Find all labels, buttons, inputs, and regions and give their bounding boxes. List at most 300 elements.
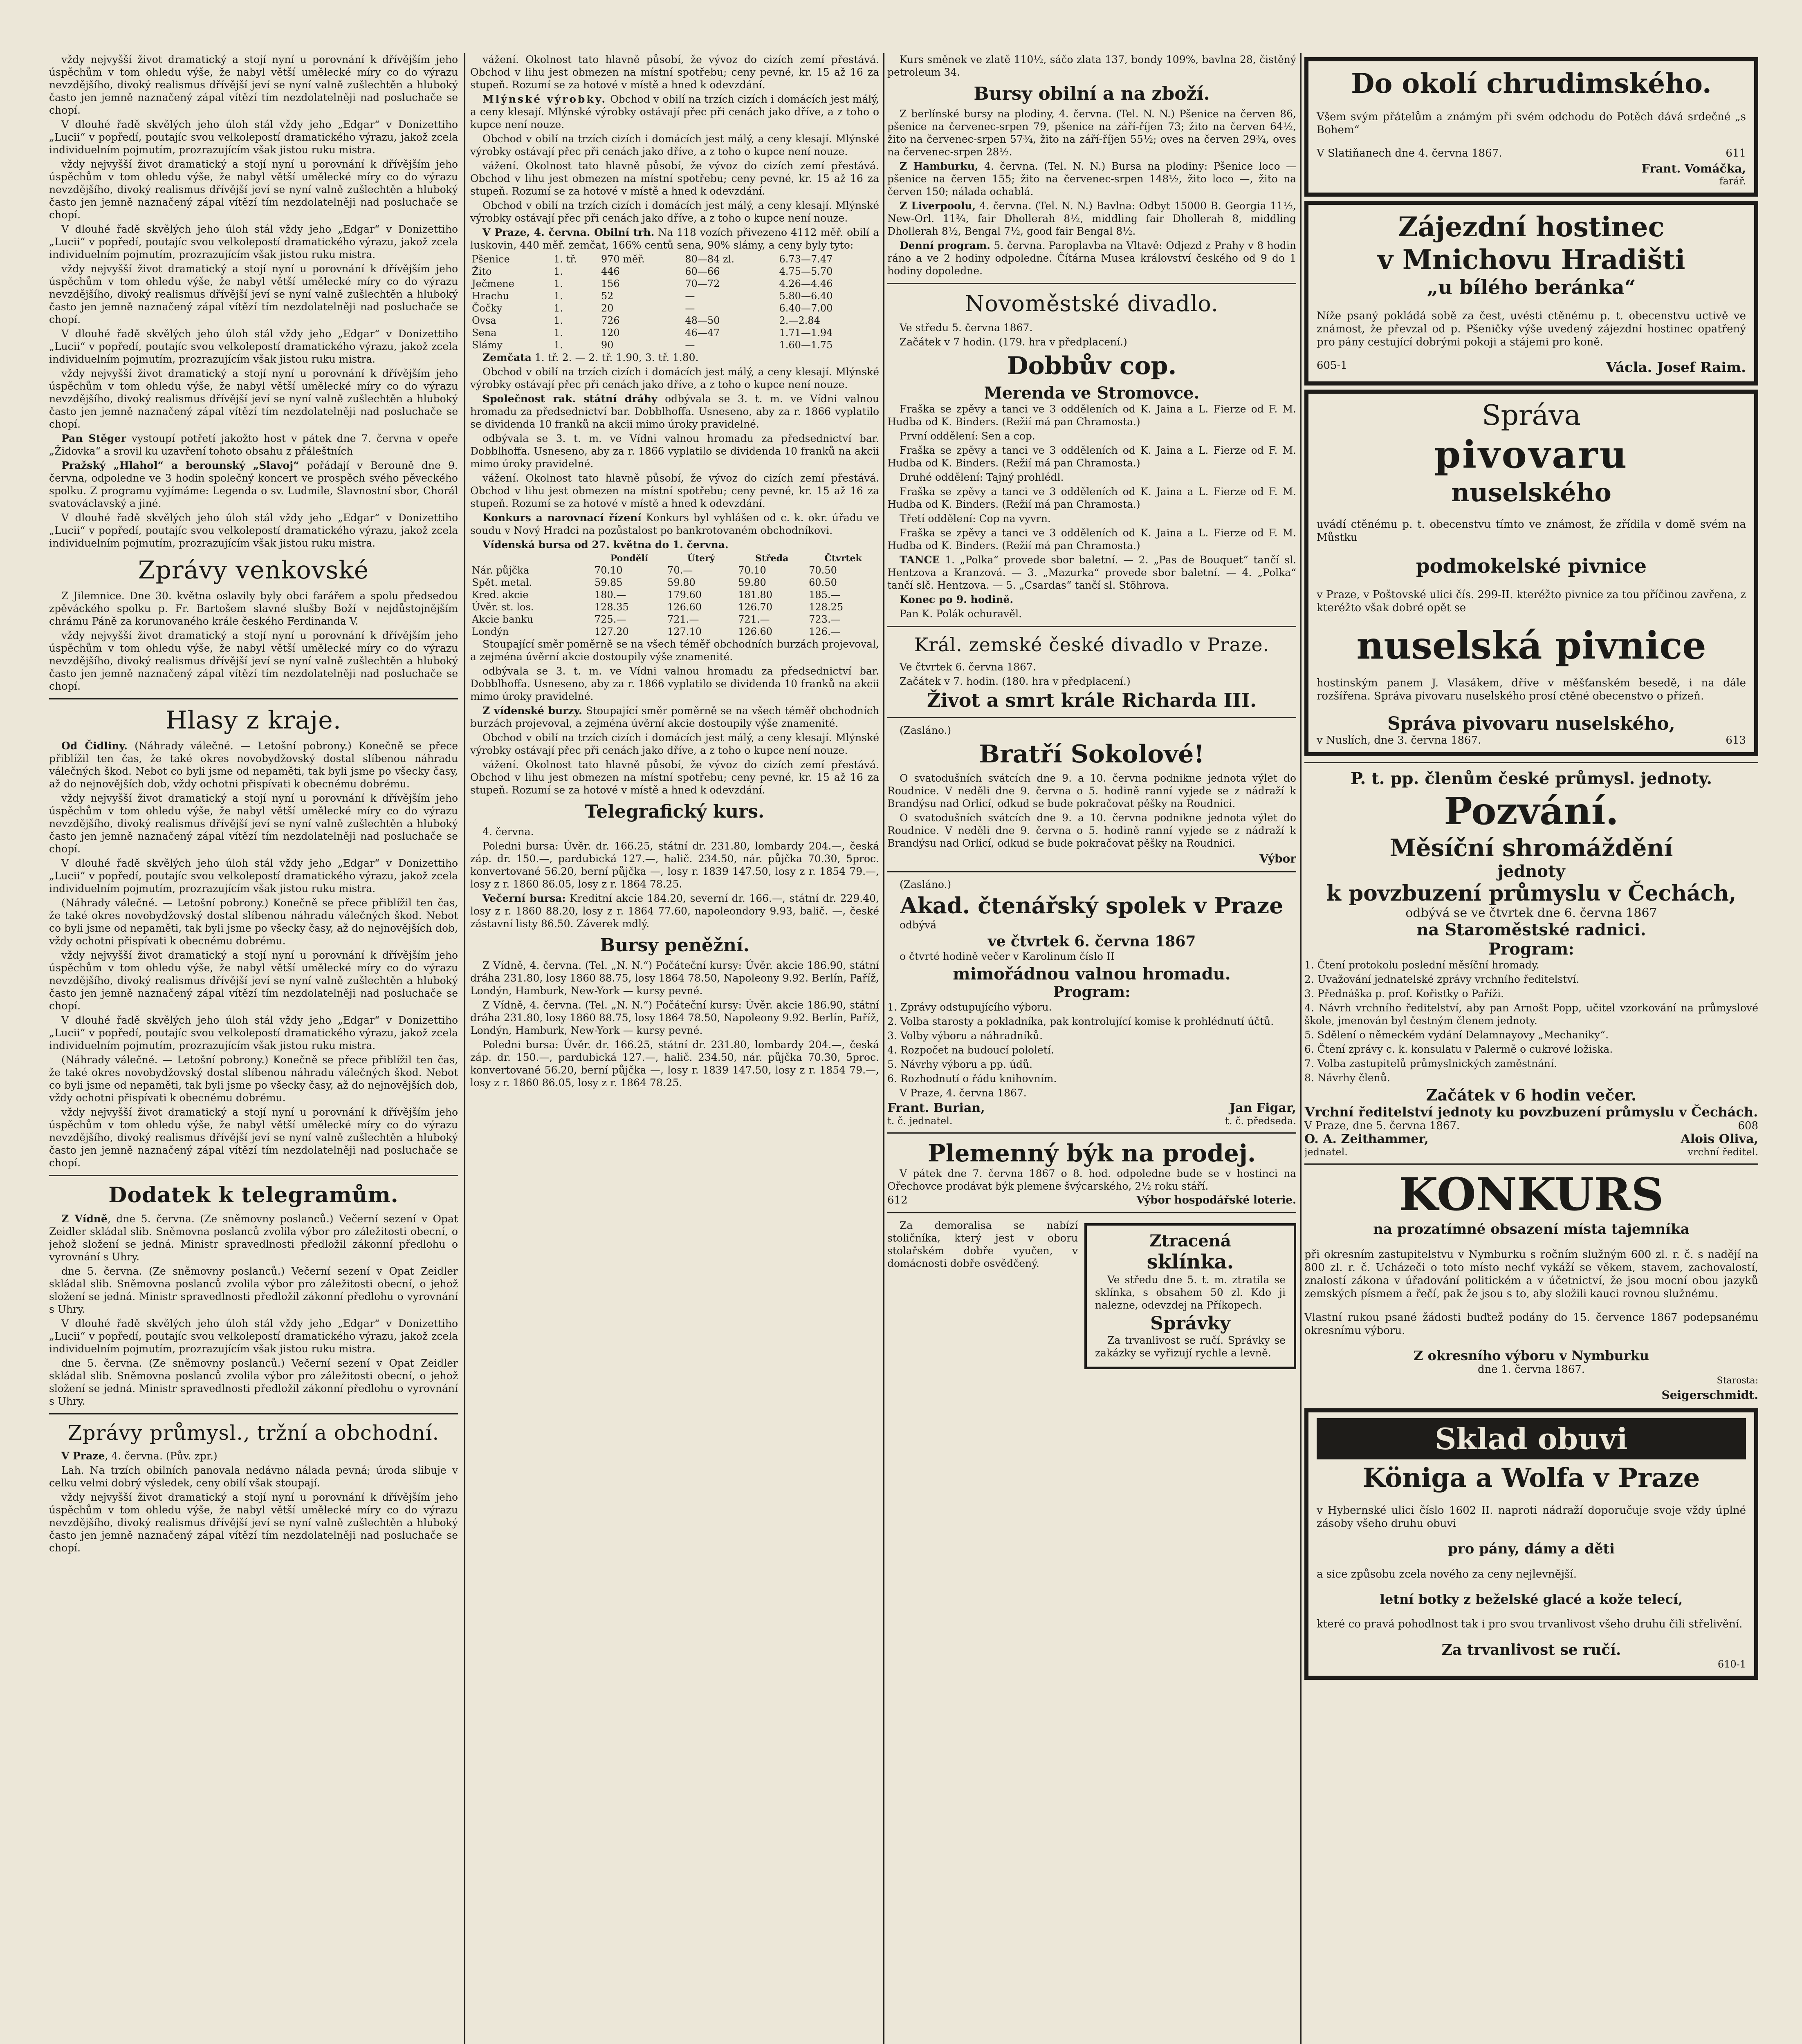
table-cell: 126.60 <box>667 601 702 613</box>
theatre-act-2: Druhé oddělení: Tajný prohlédl. <box>900 471 1064 483</box>
reading-note: (Zasláno.) <box>900 879 951 890</box>
table-row <box>470 601 879 613</box>
chrudim-title: Do okolí chrudimského. <box>1351 67 1712 99</box>
lost-heading: Ztracená <box>1149 1231 1231 1251</box>
lost-title: sklínka. <box>1147 1251 1234 1273</box>
table-cell: Úvěr. st. los. <box>472 601 534 613</box>
grain-text: Z berlínské bursy na plodiny, 4. června. (Tel. N. N.) Pšenice na červen 86, pšenice na červenec-srpen 79, pšenice na září-říjen 73; žito na červen 64½, žito na červenec-srpen 57¾, žito na září-říjen 55½; oves na červen 29¾, oves na červenec-srpen 28½. <box>887 108 1296 158</box>
table-cell: 181.80 <box>738 589 773 601</box>
bull-sign: Výbor hospodářské loterie. <box>1136 1194 1296 1206</box>
article-paragraph: vždy nejvyšší život dramatický a stojí nyní u porovnání k dřívějším jeho úspěchům v tom ohledu výše, že nabyl větší umělecké míry co do výrazu nevzdějšího, divoký realismus dřívější jeví se nyní valně zušlechtěn a hluboký často jen jemně naznačený zápal vítězí tím nezdolatelněji nad posluchače se chopí. <box>49 158 458 221</box>
reading-sign-1: Frant. Burian, <box>887 1101 985 1115</box>
article-paragraph: vždy nejvyšší život dramatický a stojí nyní u porovnání k dřívějším jeho úspěchům v tom ohledu výše, že nabyl větší umělecké míry co do výrazu nevzdějšího, divoký realismus dřívější jeví se nyní valně zušlechtěn a hluboký často jen jemně naznačený zápal vítězí tím nezdolatelněji nad posluchače se chopí. <box>49 368 458 430</box>
telegraph-date: 4. června. <box>482 826 534 838</box>
sokol-note: (Zasláno.) <box>900 724 951 736</box>
table-cell: — <box>685 303 695 314</box>
table-row <box>470 253 879 265</box>
table-row <box>470 339 879 351</box>
list-item: 1. Čtení protokolu poslední měsíční hromady. <box>1304 959 1539 971</box>
article-paragraph: vždy nejvyšší život dramatický a stojí nyní u porovnání k dřívějším jeho úspěchům v tom ohledu výše, že nabyl větší umělecké míry co do výrazu nevzdějšího, divoký realismus dřívější jeví se nyní valně zušlechtěn a hluboký často jen jemně naznačený zápal vítězí tím nezdolatelněji nad posluchače se chopí. <box>49 792 458 855</box>
table-cell: 1. <box>554 339 563 351</box>
shoe-text: v Hybernské ulici číslo 1602 II. naproti nádraží doporučuje svoje vždy úplné zásoby všeho druhu obuvi <box>1317 1504 1746 1530</box>
report-heading: Denní program. <box>900 240 990 251</box>
section-title-provincial: Zprávy venkovské <box>138 556 369 585</box>
brew-title-2: pivovaru <box>1434 433 1629 477</box>
table-cell: 1. <box>554 290 563 302</box>
telegraph-text: Poledni bursa: Úvěr. dr. 166.25, státní dr. 231.80, lombardy 204.—, česká záp. dr. 150.—, pardubická 127.—, halič. 234.50, nár. půjčka 70.30, 5proc. konvertované 56.20, berní půjčka —, losy r. 1839 147.50, losy z r. 1854 79.—, losy z r. 1860 86.05, losy z r. 1864 78.25. <box>470 840 879 890</box>
brew-date-row <box>1317 734 1746 746</box>
table-cell: 725.— <box>594 614 626 625</box>
chrudim-text: Všem svým přátelům a známým při svém odchodu do Potěch dává srdečné „s Bohem“ <box>1317 111 1746 136</box>
divider <box>887 1212 1296 1213</box>
table-cell: 70—72 <box>685 278 720 289</box>
vienna-bourse-table <box>470 553 879 638</box>
table-cell: 127.10 <box>667 626 702 637</box>
article-paragraph: V dlouhé řadě skvělých jeho úloh stál vždy jeho „Edgar“ v Donizettiho „Lucii“ v popředí, poutajíc svou velkolepostí dramatického výrazu, jakož zcela individuelním pojmutím, prozrazujícím však jistou ruku mistra. <box>49 1014 458 1051</box>
inn-title-3: „u bílého beránka“ <box>1427 276 1636 299</box>
list-item: 4. Rozpočet na budoucí pololetí. <box>887 1044 1054 1056</box>
regions-text: (Náhrady válečné. — Letošní pobrony.) Konečně se přece přiblížil ten čas, že také okres novobydžovský dostal slíbenou náhradu válečných škod. Nebot co byli jsme od nepaměti, tak byli jsme po všecky časy, až do nejnovějších dob, vždy ochotni přispívati k obecnému dobrému. <box>49 740 458 790</box>
table-cell: 70.— <box>667 565 693 576</box>
article-paragraph: Fraška se zpěvy a tanci ve 3 odděleních od K. Jaina a L. Fierze od F. M. Hudba od K. Binders. (Režií má pan Chramosta.) <box>887 444 1296 469</box>
table-cell: Čočky <box>472 303 503 314</box>
sokol-sign: Výbor <box>1259 852 1296 865</box>
telegram-place: Z Vídně <box>61 1213 108 1225</box>
chrudim-role: farář. <box>1719 175 1746 187</box>
article-paragraph: V dlouhé řadě skvělých jeho úloh stál vždy jeho „Edgar“ v Donizettiho „Lucii“ v popředí, poutajíc svou velkolepostí dramatického výrazu, jakož zcela individuelním pojmutím, prozrazujícím však jistou ruku mistra. <box>49 223 458 260</box>
chrudim-place-row <box>1317 147 1746 159</box>
theatre-act-1: První oddělení: Sen a cop. <box>900 430 1035 442</box>
table-header <box>470 553 593 564</box>
invite-date: V Praze, dne 5. června 1867. <box>1304 1120 1460 1132</box>
shoe-text-3: které co pravá pohodlnost tak i pro svou trvanlivost všeho druhu čili střelivění. <box>1317 1618 1743 1630</box>
table-cell: Sena <box>472 327 497 338</box>
article-paragraph: dne 5. června. (Ze sněmovny poslanců.) Večerní sezení v Opat Zeidler skládal slib. Sněmovna poslanců zvolila výbor pro záležitosti obecní, o jehož složení se jedná. Ministr spravedlnosti předložil zákonní předlohu o vyrovnání s Uhry. <box>49 1265 458 1315</box>
shoe-title-2: Königa a Wolfa v Praze <box>1362 1463 1700 1493</box>
reading-event: mimořádnou valnou hromadu. <box>953 964 1231 984</box>
shoe-bold-1: pro pány, <box>1447 1541 1519 1557</box>
bull-num: 612 <box>887 1194 908 1206</box>
evening-heading: Večerní bursa: <box>482 892 566 904</box>
column-2 <box>470 53 879 2044</box>
invite-role-2: vrchní ředitel. <box>1688 1146 1758 1158</box>
table-cell: 48—50 <box>685 315 720 326</box>
provincial-text: Z Jilemnice. Dne 30. května oslavily byly obci farářem a spolu předsedou zpěváckého spolku p. Fr. Bartošem slavné slušby Boží v nejdůstojnějším chrámu Páně za korunovaného krále českého Ferdinanda V. <box>49 590 458 627</box>
table-cell: 723.— <box>809 614 841 625</box>
choir-text: pořádají v Berouně dne 9. června, odpoledne ve 3 hodin společný koncert ve prospěch svého pěveckého spolku. Z programu vyjímáme: Legenda o sv. Ludmile, Slavnostní sbor, Chorál svatováclavský a jiné. <box>49 459 458 509</box>
table-cell: Kred. akcie <box>472 589 529 601</box>
industry-date: 4. června. (Pův. zpr.) <box>111 1450 218 1462</box>
table-cell: Ječmene <box>472 278 514 289</box>
table-cell: 6.73—7.47 <box>779 253 833 265</box>
divider <box>1304 762 1758 763</box>
sokol-text: O svatodušních svátcích dne 9. a 10. června podnikne jednota výlet do Roudnice. V neděli dne 9. června o 5. hodině ranní vyjede se z nádraží k Brandýsu nad Orlicí, odkud se bude pokračovat pěšky na Roudnici. <box>887 772 1296 809</box>
inn-title-2: v Mnichovu Hradišti <box>1377 244 1685 276</box>
theatre-start: Začátek v 7 hodin. <box>900 336 996 348</box>
theatre-title: Dobbův cop. <box>1007 352 1177 380</box>
theatre-subtitle: Merenda ve Stromovce. <box>984 383 1200 403</box>
list-item: 7. Volba zastupitelů průmyslnických zaměstnání. <box>1304 1058 1557 1069</box>
vienna-heading: Vídenská bursa od 27. května do 1. června. <box>482 539 729 551</box>
section-title-industry: Zprávy průmysl., tržní a obchodní. <box>67 1421 440 1445</box>
dance-label: TANCE <box>900 554 940 566</box>
article-paragraph: Obchod v obilí na trzích cizích i domácích jest málý, a ceny klesají. Mlýnské výrobky ostávají přec při cenách jako dříve, a z toho o kupce není nouze. <box>470 199 879 224</box>
article-paragraph: Poledni bursa: Úvěr. dr. 166.25, státní dr. 231.80, lombardy 204.—, česká záp. dr. 150.—, pardubická 127.—, halič. 234.50, nár. půjčka 70.30, 5proc. konvertované 56.20, berní půjčka —, losy r. 1839 147.50, losy z r. 1854 79.—, losy z r. 1860 86.05, losy z r. 1864 78.25. <box>470 1039 879 1089</box>
article-paragraph: vždy nejvyšší život dramatický a stojí nyní u porovnání k dřívějším jeho úspěchům v tom ohledu výše, že nabyl větší umělecké míry co do výrazu nevzdějšího, divoký realismus dřívější jeví se nyní valně zušlechtěn a hluboký často jen jemně naznačený zápal vítězí tím nezdolatelněji nad posluchače se chopí. <box>49 1491 458 1554</box>
inn-num: 605-1 <box>1317 359 1347 372</box>
royal-perf: (180. hra v předplacení.) <box>1002 675 1131 687</box>
divider <box>49 1175 458 1176</box>
table-cell: 726 <box>601 315 620 326</box>
table-cell: 4.75—5.70 <box>779 266 833 277</box>
royal-theatre-heading: Král. zemské české divadlo v Praze. <box>914 634 1270 656</box>
article-paragraph: vážení. Okolnost tato hlavně působí, že vývoz do cizích zemí přestává. Obchod v lihu jest obmezen na místní spotřebu; ceny pevné, kr. 15 až 16 za stupeň. Rozumí se za hotové v místě a hned k odevzdání. <box>470 759 879 796</box>
table-header: Úterý <box>687 553 715 564</box>
table-cell: 59.85 <box>594 577 623 588</box>
regions-place: Od Čidliny. <box>61 740 128 752</box>
table-cell: 70.10 <box>738 565 766 576</box>
reading-date: ve čtvrtek 6. června 1867 <box>987 933 1196 950</box>
table-header: Středa <box>755 553 789 564</box>
theatre-act-3: Třetí oddělení: Cop na vyvrn. <box>900 513 1051 524</box>
table-cell: Akcie banku <box>472 614 533 625</box>
table-cell: 126.60 <box>738 626 773 637</box>
grain-heading: Bursy obilní a na zboží. <box>974 83 1210 104</box>
bridge-heading: Zemčata <box>482 352 532 363</box>
table-cell: 156 <box>601 278 620 289</box>
section-title-regions: Hlasy z kraje. <box>166 706 341 735</box>
invite-sub-2: jednoty <box>1497 862 1565 881</box>
list-item: 1. Zprávy odstupujícího výboru. <box>887 1001 1052 1013</box>
table-cell: 1.71—1.94 <box>779 327 833 338</box>
table-cell: 127.20 <box>594 626 629 637</box>
article-paragraph: Kurs směnek ve zlatě 110½, sáčo zlata 137, bondy 109%, bavlna 28, čistěný petroleum 34. <box>887 54 1296 78</box>
table-row <box>470 302 879 314</box>
reading-role-2: t. č. předseda. <box>1225 1115 1296 1127</box>
column-rule <box>464 53 465 2044</box>
reading-place: o čtvrté hodině večer v Karolinum číslo II <box>900 950 1115 962</box>
article-paragraph: V dlouhé řadě skvělých jeho úloh stál vždy jeho „Edgar“ v Donizettiho „Lucii“ v popředí, poutajíc svou velkolepostí dramatického výrazu, jakož zcela individuelním pojmutím, prozrazujícím však jistou ruku mistra. <box>49 328 458 365</box>
table-cell: 721.— <box>667 614 699 625</box>
table-cell: — <box>685 290 695 302</box>
chrudim-sign: Frant. Vomáčka, <box>1641 162 1746 175</box>
article-paragraph: Fraška se zpěvy a tanci ve 3 odděleních od K. Jaina a L. Fierze od F. M. Hudba od K. Binders. (Režií má pan Chramosta.) <box>887 527 1296 551</box>
invite-sub-3: k povzbuzení průmyslu v Čechách, <box>1326 881 1737 906</box>
divider <box>49 1413 458 1414</box>
table-cell: 185.— <box>809 589 841 601</box>
invite-sign-1: O. A. Zeithammer, <box>1304 1132 1429 1146</box>
invite-date-row <box>1304 1120 1758 1132</box>
theatre-cashier: Pan K. Polák ochuravěl. <box>900 608 1022 620</box>
table-row <box>470 564 879 576</box>
state-heading: Z vídenské burzy. <box>482 705 582 717</box>
article-paragraph: odbývala se 3. t. m. ve Vídni valnou hromadu za předsednictví bar. Dobblhoffa. Usneseno, aby za r. 1866 vyplatilo se dividenda 10 franků na akcii mimo úroky pravidelné. <box>470 665 879 702</box>
table-cell: 1. <box>554 266 563 277</box>
article-paragraph: Fraška se zpěvy a tanci ve 3 odděleních od K. Jaina a L. Fierze od F. M. Hudba od K. Binders. (Režií má pan Chramosta.) <box>887 486 1296 510</box>
article-paragraph: vždy nejvyšší život dramatický a stojí nyní u porovnání k dřívějším jeho úspěchům v tom ohledu výše, že nabyl větší umělecké míry co do výrazu nevzdějšího, divoký realismus dřívější jeví se nyní valně zušlechtěn a hluboký často jen jemně naznačený zápal vítězí tím nezdolatelněji nad posluchače se chopí. <box>49 1106 458 1169</box>
invite-program-list <box>1304 959 1758 1084</box>
table-cell: Slámy <box>472 339 503 351</box>
choir-heading: Pražský „Hlahol“ a berounský „Slavoj“ <box>61 459 299 471</box>
theatre-date: Ve středu 5. června 1867. <box>900 322 1033 334</box>
market-heading: V Praze, 4. června. Obilní trh. <box>482 226 655 238</box>
list-item: 5. Návrhy výboru a pp. údů. <box>887 1058 1033 1070</box>
competition-heading: Konkurs a narovnací řízení <box>482 512 642 524</box>
divider <box>887 283 1296 284</box>
konkurs-sub: na prozatímné obsazení místa tajemníka <box>1373 1221 1690 1237</box>
table-cell: 46—47 <box>685 327 720 338</box>
konkurs-role: Starosta: <box>1717 1376 1758 1386</box>
table-cell: 1. <box>554 303 563 314</box>
table-cell: 5.80—6.40 <box>779 290 833 302</box>
divider <box>887 1132 1296 1134</box>
table-row <box>470 613 879 625</box>
hamburg-text: 4. června. (Tel. N. N.) Bursa na plodiny: Pšenice loco — pšenice na červen 155; žito na červenec-srpen 148½, žito loco —, žito na červen 150; nálada ochablá. <box>887 160 1296 197</box>
list-item: 2. Volba starosty a pokladníka, pak kontrolující komise k prohlédnutí účtů. <box>887 1015 1274 1027</box>
money-text: Z Vídně, 4. června. (Tel. „N. N.“) Počáteční kursy: Úvěr. akcie 186.90, státní dráha 231.80, losy 1860 88.75, losy 1864 78.50, Napoleony 9.92. Berlín, Paříž, Londýn, Hamburk, New-York — kursy pevné. <box>470 959 879 997</box>
chrudim-num: 611 <box>1726 147 1746 159</box>
table-cell: 4.26—4.46 <box>779 278 833 289</box>
divider <box>49 698 458 699</box>
brew-title-5: nuselská pivnice <box>1356 623 1706 668</box>
reading-heading: Akad. čtenářský spolek v Praze <box>900 892 1284 919</box>
table-cell: 60—66 <box>685 266 720 277</box>
table-cell: 721.— <box>738 614 770 625</box>
divider <box>1304 1163 1758 1165</box>
theatre-perf: (179. hra v předplacení.) <box>999 336 1127 348</box>
table-cell: 970 měř. <box>601 253 645 265</box>
reading-program: Program: <box>1053 984 1131 1001</box>
theatre-heading: Novoměstské divadlo. <box>965 291 1219 316</box>
konkurs-place: Z okresního výboru v Nymburku <box>1414 1348 1649 1363</box>
table-cell: 180.— <box>594 589 626 601</box>
table-cell: 1. <box>554 327 563 338</box>
article-paragraph: vážení. Okolnost tato hlavně působí, že vývoz do cizích zemí přestává. Obchod v lihu jest obmezen na místní spotřebu; ceny pevné, kr. 15 až 16 za stupeň. Rozumí se za hotové v místě a hned k odevzdání. <box>470 472 879 509</box>
table-cell: 90 <box>601 339 614 351</box>
bull-heading: Plemenný býk na prodej. <box>927 1139 1256 1167</box>
invite-signatures <box>1304 1132 1758 1146</box>
list-item: 3. Přednáška p. prof. Kořistky o Paříži. <box>1304 988 1504 1000</box>
article-paragraph: V dlouhé řadě skvělých jeho úloh stál vždy jeho „Edgar“ v Donizettiho „Lucii“ v popředí, poutajíc svou velkolepostí dramatického výrazu, jakož zcela individuelním pojmutím, prozrazujícím však jistou ruku mistra. <box>49 512 458 549</box>
table-cell: — <box>685 339 695 351</box>
royal-date: Ve čtvrtek 6. června 1867. <box>900 661 1036 673</box>
table-row <box>470 327 879 339</box>
invite-role-1: jednatel. <box>1304 1146 1348 1158</box>
table-row <box>470 278 879 290</box>
industry-place: V Praze <box>61 1450 105 1462</box>
steger-text: vystoupí potřetí jakožto host v pátek dne 7. června v opeře „Židovka“ a srovil ku uzavření tohoto obsahu z přáleštních <box>49 433 458 457</box>
table-cell: 2.—2.84 <box>779 315 820 326</box>
table-cell: 1.60—1.75 <box>779 339 833 351</box>
table-cell: 1. <box>554 315 563 326</box>
invite-num: 608 <box>1738 1120 1758 1132</box>
reading-sign-2: Jan Figar, <box>1229 1101 1296 1115</box>
table-cell: 59.80 <box>667 577 696 588</box>
market-intro: Na 118 vozích přivezeno 4112 měř. obilí a luskovin, 440 měř. zemčat, 166% centů sena, 90% slámy, a ceny byly tyto: <box>470 226 879 251</box>
evening-text: Kreditní akcie 184.20, severní dr. 166.—, státní dr. 229.40, losy z r. 1860 88.20, losy z r. 1864 77.60, napoleondory 9.93, balič. —, české zástavní listy 86.50. Záverek mdlý. <box>470 892 879 930</box>
table-cell: 6.40—7.00 <box>779 303 833 314</box>
table-cell: 20 <box>601 303 614 314</box>
column-3 <box>887 53 1296 2044</box>
article-paragraph: odbývala se 3. t. m. ve Vídni valnou hromadu za předsednictví bar. Dobblhoffa. Usneseno, aby za r. 1866 vyplatilo se dividenda 10 franků na akcii mimo úroky pravidelné. <box>470 433 879 470</box>
state-text: Stoupající směr poměrně se na všech téměř obchodních burzách projevoval, a zejména úvěrní akcie dostoupily výše znamenité. <box>470 705 879 729</box>
article-paragraph: V dlouhé řadě skvělých jeho úloh stál vždy jeho „Edgar“ v Donizettiho „Lucii“ v popředí, poutajíc svou velkolepostí dramatického výrazu, jakož zcela individuelním pojmutím, prozrazujícím však jistou ruku mistra. <box>49 1318 458 1355</box>
inn-text: Níže psaný pokládá sobě za čest, uvésti ctěnému p. t. obecenstvu uctivě ve známost, že převzal od p. Pšeničky výše uvedený zájezdní hostinec opatřený pro pány cestující dobrými pokoji a stájemi pro koně. <box>1317 310 1746 348</box>
invite-head: P. t. pp. členům české průmysl. jednoty. <box>1350 769 1712 788</box>
article-paragraph: V dlouhé řadě skvělých jeho úloh stál vždy jeho „Edgar“ v Donizettiho „Lucii“ v popředí, poutajíc svou velkolepostí dramatického výrazu, jakož zcela individuelním pojmutím, prozrazujícím však jistou ruku mistra. <box>49 119 458 156</box>
liverpool-heading: Z Liverpoolu, <box>900 200 976 212</box>
table-cell: 126.— <box>809 626 841 637</box>
list-item: 2. Uvažování jednatelské zprávy vrchního ředitelství. <box>1304 973 1580 985</box>
table-cell: 126.70 <box>738 601 773 613</box>
article-paragraph: O svatodušních svátcích dne 9. a 10. června podnikne jednota výlet do Roudnice. V neděli dne 9. června o 5. hodině ranní vyjede se z nádraží k Brandýsu nad Orlicí, odkud se bude pokračovat pěšky na Roudnici. <box>887 812 1296 849</box>
table-cell: 70.10 <box>594 565 623 576</box>
brew-text: uvádí ctěnému p. t. obecenstvu tímto ve známost, že zřídila v domě svém na Můstku <box>1317 518 1746 544</box>
table-cell: Žito <box>472 266 492 277</box>
table-cell: 1. tř. <box>554 253 577 265</box>
shoe-bold-3: letní botky z beželské glacé a kože telecí, <box>1380 1591 1683 1607</box>
invite-sign-2: Alois Oliva, <box>1681 1132 1758 1146</box>
mill-text: Obchod v obilí na trzích cizích i domácích jest málý, a ceny klesají. Mlýnské výrobky ostávají přec při cenách jako dříve, a z toho o kupce není nouze. <box>470 93 879 130</box>
liverpool-text: 4. června. (Tel. N. N.) Bavlna: Odbyt 15000 B. Georgia 11½, New-Orl. 11¾, fair Dhollerah 8½, middling fair Dhollerah 8, middling Dhollerah 8½, Bengal 7½, good fair Bengal 8½. <box>887 200 1296 237</box>
table-header: Čtvrtek <box>824 553 862 564</box>
article-paragraph: Obchod v obilí na trzích cizích i domácích jest málý, a ceny klesají. Mlýnské výrobky ostávají přec při cenách jako dříve, a z toho o kupce není nouze. <box>470 732 879 756</box>
divider <box>887 717 1296 718</box>
table-cell: 80—84 zl. <box>685 253 734 265</box>
brew-title-4: podmokelské pivnice <box>1416 555 1647 578</box>
shoe-num: 610-1 <box>1717 1659 1746 1670</box>
theatre-text: Fraška se zpěvy a tanci ve 3 odděleních od K. Jaina a L. Fierze od F. M. Hudba od K. Binders. (Režií má pan Chramosta.) <box>887 403 1296 428</box>
article-paragraph: vážení. Okolnost tato hlavně působí, že vývoz do cizích zemí přestává. Obchod v lihu jest obmezen na místní spotřebu; ceny pevné, kr. 15 až 16 za stupeň. Rozumí se za hotové v místě a hned k odevzdání. <box>470 54 879 91</box>
brew-title-3: nuselského <box>1451 477 1611 507</box>
article-paragraph: V dlouhé řadě skvělých jeho úloh stál vždy jeho „Edgar“ v Donizettiho „Lucii“ v popředí, poutajíc svou velkolepostí dramatického výrazu, jakož zcela individuelním pojmutím, prozrazujícím však jistou ruku mistra. <box>49 857 458 894</box>
bull-text: V pátek dne 7. června 1867 o 8. hod. odpoledne bude se v hostinci na Ořechovce prodávat býk plemene švýcarského, 2½ roku stáří. <box>887 1168 1296 1192</box>
inn-sign: Václa. Josef Raim. <box>1606 359 1746 376</box>
ad-inn <box>1304 201 1758 385</box>
column-1: vždy nejvyšší život dramatický a stojí nyní u porovnání k dřívějším jeho úspěchům v tom ohledu výše, že nabyl větší umělecké míry co do výrazu nevzdějšího, divoký realismus dřívější jeví se nyní valně zušlechtěn a hluboký často jen jemně naznačený zápal vítězí tím nezdolatelněji nad posluchače se chopí. V dlouhé řadě skvělých jeho úloh stál vždy jeho „Edgar“ v Donizettiho „Lucii“ v popředí, poutajíc svou velkolepostí dramatického výrazu, jakož zcela individuelním pojmutím, prozrazujícím však jistou ruku mistra. vždy nejvyšší život dramatický a stojí nyní u porovnání k dřívějším jeho úspěchům v tom ohledu výše, že nabyl větší umělecké míry co do výrazu nevzdějšího, divoký realismus dřívější jeví se nyní valně zušlechtěn a hluboký často jen jemně naznačený zápal vítězí tím nezdolatelněji nad posluchače se chopí. V dlouhé řadě skvělých jeho úloh stál vždy jeho „Edgar“ v Donizettiho „Lucii“ v popředí, poutajíc svou velkolepostí dramatického výrazu, jakož zcela individuelním pojmutím, prozrazujícím však jistou ruku mistra. vždy nejvyšší život dramatický a stojí nyní u porovnání k dřívějším jeho úspěchům v tom ohledu výše, že nabyl větší umělecké míry co do výrazu nevzdějšího, divoký realismus dřívější jeví se nyní valně zušlechtěn a hluboký často jen jemně naznačený zápal vítězí tím nezdolatelněji nad posluchače se chopí. V dlouhé řadě skvělých jeho úloh stál vždy jeho „Edgar“ v Donizettiho „Lucii“ v popředí, poutajíc svou velkolepostí dramatického výrazu, jakož zcela individuelním pojmutím, prozrazujícím však jistou ruku mistra. vždy nejvyšší život dramatický a stojí nyní u porovnání k dřívějším jeho úspěchům v tom ohledu výše, že nabyl větší umělecké míry co do výrazu nevzdějšího, divoký realismus dřívější jeví se nyní valně zušlechtěn a hluboký často jen jemně naznačený zápal vítězí tím nezdolatelněji nad posluchače se chopí. Pan Stěger vystoupí potřetí jakožto host v pátek dne 7. června v opeře „Židovka“ a srovil ku uzavření tohoto obsahu z přáleštních Pražský „Hlahol“ a berounský „Slavoj“ pořádají v Berouně dne 9. června, odpoledne ve 3 hodin společný koncert ve prospěch svého pěveckého spolku. Z programu vyjímáme: Legenda o sv. Ludmile, Slavnostní sbor, Chorál svatováclavský a jiné. V dlouhé řadě skvělých jeho úloh stál vždy jeho „Edgar“ v Donizettiho „Lucii“ v popředí, poutajíc svou velkolepostí dramatického výrazu, jakož zcela individuelním pojmutím, prozrazujícím však jistou ruku mistra. Zprávy venkovské Z Jilemnice. Dne 30. května oslavily byly obci farářem a spolu předsedou zpěváckého spolku p. Fr. Bartošem slavné slušby Boží v nejdůstojnějším chrámu Páně za korunovaného krále českého Ferdinanda V. vždy nejvyšší život dramatický a stojí nyní u porovnání k dřívějším jeho úspěchům v tom ohledu výše, že nabyl větší umělecké míry co do výrazu nevzdějšího, divoký realismus dřívější jeví se nyní valně zušlechtěn a hluboký často jen jemně naznačený zápal vítězí tím nezdolatelněji nad posluchače se chopí. Hlasy z kraje. Od Čidliny. (Náhrady válečné. — Letošní pobrony.) Konečně se přece přiblížil ten čas, že také okres novobydžovský dostal slíbenou náhradu válečných škod. Nebot co byli jsme od nepaměti, tak byli jsme po všecky časy, až do nejnovějších dob, vždy ochotni přispívati k obecnému dobrému. vždy nejvyšší život dramatický a stojí nyní u porovnání k dřívějším jeho úspěchům v tom ohledu výše, že nabyl větší umělecké míry co do výrazu nevzdějšího, divoký realismus dřívější jeví se nyní valně zušlechtěn a hluboký často jen jemně naznačený zápal vítězí tím nezdolatelněji nad posluchače se chopí. V dlouhé řadě skvělých jeho úloh stál vždy jeho „Edgar“ v Donizettiho „Lucii“ v popředí, poutajíc svou velkolepostí dramatického výrazu, jakož zcela individuelním pojmutím, prozrazujícím však jistou ruku mistra. (Náhrady válečné. — Letošní pobrony.) Konečně se přece přiblížil ten čas, že také okres novobydžovský dostal slíbenou náhradu válečných škod. Nebot co byli jsme od nepaměti, tak byli jsme po všecky časy, až do nejnovějších dob, vždy ochotni přispívati k obecnému dobrému. vždy nejvyšší život dramatický a stojí nyní u porovnání k dřívějším jeho úspěchům v tom ohledu výše, že nabyl větší umělecké míry co do výrazu nevzdějšího, divoký realismus dřívější jeví se nyní valně zušlechtěn a hluboký často jen jemně naznačený zápal vítězí tím nezdolatelněji nad posluchače se chopí. V dlouhé řadě skvělých jeho úloh stál vždy jeho „Edgar“ v Donizettiho „Lucii“ v popředí, poutajíc svou velkolepostí dramatického výrazu, jakož zcela individuelním pojmutím, prozrazujícím však jistou ruku mistra. (Náhrady válečné. — Letošní pobrony.) Konečně se přece přiblížil ten čas, že také okres novobydžovský dostal slíbenou náhradu válečných škod. Nebot co byli jsme od nepaměti, tak byli jsme po všecky časy, až do nejnovějších dob, vždy ochotni přispívati k obecnému dobrému. vždy nejvyšší život dramatický a stojí nyní u porovnání k dřívějším jeho úspěchům v tom ohledu výše, že nabyl větší umělecké míry co do výrazu nevzdějšího, divoký realismus dřívější jeví se nyní valně zušlechtěn a hluboký často jen jemně naznačený zápal vítězí tím nezdolatelněji nad posluchače se chopí. Dodatek k telegramům. Z Vídně, dne 5. června. (Ze sněmovny poslanců.) Večerní sezení v Opat Zeidler skládal slib. Sněmovna poslanců zvolila výbor pro záležitosti obecní, o jehož složení se jedná. Ministr spravedlnosti předložil zákonní předlohu o vyrovnání s Uhry. dne 5. června. (Ze sněmovny poslanců.) Večerní sezení v Opat Zeidler skládal slib. Sněmovna poslanců zvolila výbor pro záležitosti obecní, o jehož složení se jedná. Ministr spravedlnosti předložil zákonní předlohu o vyrovnání s Uhry. V dlouhé řadě skvělých jeho úloh stál vždy jeho „Edgar“ v Donizettiho „Lucii“ v popředí, poutajíc svou velkolepostí dramatického výrazu, jakož zcela individuelním pojmutím, prozrazujícím však jistou ruku mistra. dne 5. června. (Ze sněmovny poslanců.) Večerní sezení v Opat Zeidler skládal slib. Sněmovna poslanců zvolila výbor pro záležitosti obecní, o jehož složení se jedná. Ministr spravedlnosti předložil zákonní předlohu o vyrovnání s Uhry. Zprávy průmysl., tržní a obchodní. V Praze, 4. června. (Pův. zpr.) Lah. Na trzích obilních panovala nedávno nálada pevná; úroda slibuje v celku velmi dobrý výsledek, ceny obilí však stoupají. vždy nejvyšší život dramatický a stojí nyní u porovnání k dřívějším jeho úspěchům v tom ohledu výše, že nabyl větší umělecké míry co do výrazu nevzdějšího, divoký realismus dřívější jeví se nyní valně zušlechtěn a hluboký často jen jemně naznačený zápal vítězí tím nezdolatelněji nad posluchače se chopí. <box>49 54 458 1554</box>
article-paragraph: vždy nejvyšší život dramatický a stojí nyní u porovnání k dřívějším jeho úspěchům v tom ohledu výše, že nabyl větší umělecké míry co do výrazu nevzdějšího, divoký realismus dřívější jeví se nyní valně zušlechtěn a hluboký často jen jemně naznačený zápal vítězí tím nezdolatelněji nad posluchače se chopí. <box>49 630 458 692</box>
shoe-guarantee: Za trvanlivost se ručí. <box>1441 1641 1621 1659</box>
konkurs-sign: Seigerschmidt. <box>1661 1388 1758 1402</box>
table-cell: Ovsa <box>472 315 496 326</box>
list-item: 4. Návrh vrchního ředitelství, aby pan Arnošt Popp, učitel vzorkování na průmyslové škole, jmenován byl čestným členem jednoty. <box>1304 1002 1758 1026</box>
servant-ad: Za demoralisa se nabízí stoličníka, který jest v oboru stolařském dobře vyučen, v domácnosti dobře osvědčený. <box>887 1219 1078 1269</box>
brew-title-1: Správa <box>1481 399 1581 432</box>
shoe-text-2: a sice způsobu zcela nového za ceny nejlevnější. <box>1317 1568 1577 1580</box>
industry-text: Lah. Na trzích obilních panovala nedávno nálada pevná; úroda slibuje v celku velmi dobrý výsledek, ceny obilí však stoupají. <box>49 1464 458 1489</box>
railway-heading: Společnost rak. státní dráhy <box>482 393 658 405</box>
ad-brewery <box>1304 390 1758 756</box>
list-item: 6. Čtení zprávy c. k. konsulatu v Palermě o cukrové ložiska. <box>1304 1043 1613 1055</box>
table-row <box>470 625 879 638</box>
article-paragraph: vážení. Okolnost tato hlavně působí, že vývoz do cizích zemí přestává. Obchod v lihu jest obmezen na místní spotřebu; ceny pevné, kr. 15 až 16 za stupeň. Rozumí se za hotové v místě a hned k odevzdání. <box>470 160 879 197</box>
invite-title: Pozvání. <box>1444 789 1619 833</box>
invite-roles <box>1304 1146 1758 1158</box>
column-rule <box>883 53 884 2044</box>
telegram-text: dne 5. června. (Ze sněmovny poslanců.) Večerní sezení v Opat Zeidler skládal slib. Sněmovna poslanců zvolila výbor pro záležitosti obecní, o jehož složení se jedná. Ministr spravedlnosti předložil zákonní předlohu o vyrovnání s Uhry. <box>49 1213 458 1263</box>
column-4 <box>1304 53 1758 2044</box>
table-cell: 59.80 <box>738 577 766 588</box>
article-paragraph: vždy nejvyšší život dramatický a stojí nyní u porovnání k dřívějším jeho úspěchům v tom ohledu výše, že nabyl větší umělecké míry co do výrazu nevzdějšího, divoký realismus dřívější jeví se nyní valně zušlechtěn a hluboký často jen jemně naznačený zápal vítězí tím nezdolatelněji nad posluchače se chopí. <box>49 54 458 116</box>
list-item: 8. Návrhy členů. <box>1304 1072 1390 1084</box>
brew-sign: Správa pivovaru nuselského, <box>1387 713 1675 734</box>
list-item: 3. Volby výboru a náhradníků. <box>887 1030 1043 1042</box>
royal-title: Život a smrt krále Richarda III. <box>927 689 1257 711</box>
repairs-title: Správky <box>1150 1313 1230 1334</box>
article-paragraph: Obchod v obilí na trzích cizích i domácích jest málý, a ceny klesají. Mlýnské výrobky ostávají přec při cenách jako dříve, a z toho o kupce není nouze. <box>470 366 879 390</box>
invite-sub-5: na Staroměstské radnici. <box>1416 920 1646 939</box>
reading-role-1: t. č. jednatel. <box>887 1115 953 1127</box>
brew-text-2: v Praze, v Poštovské ulici čís. 299-II. kteréžto pivnice za tou příčinou zavřena, z kteréžto však dobré opět se <box>1317 589 1746 614</box>
dance-text: 1. „Polka“ provede sbor baletní. — 2. „Pas de Bouquet“ tančí sl. Hentzova a Kranzová. — 3. „Mazurka“ provede sbor baletní. — 4. „Polka“ tančí slč. Hentzova. — 5. „Csardas“ tančí sl. Stöhrova. <box>887 554 1296 591</box>
article-paragraph: vždy nejvyšší život dramatický a stojí nyní u porovnání k dřívějším jeho úspěchům v tom ohledu výše, že nabyl větší umělecké míry co do výrazu nevzdějšího, divoký realismus dřívější jeví se nyní valně zušlechtěn a hluboký často jen jemně naznačený zápal vítězí tím nezdolatelněji nad posluchače se chopí. <box>49 263 458 325</box>
divider <box>887 626 1296 627</box>
hamburg-heading: Z Hamburku, <box>900 160 978 172</box>
railway-text: odbývala se 3. t. m. ve Vídni valnou hromadu za předsednictví bar. Dobblhoffa. Usneseno, aby za r. 1866 vyplatilo se dividenda 10 franků na akcii mimo úroky pravidelné. <box>470 393 879 430</box>
reading-program-list <box>887 1001 1296 1085</box>
brew-text-3: hostinským panem J. Vlasákem, dříve v měšťanském besedě, i na dále rozšířena. Správa pivovaru nuselského prosí ctěné obecenstvo o přízeň. <box>1317 677 1746 702</box>
article-paragraph: Stoupající směr poměrně se na všech téměř obchodních burzách projevoval, a zejména úvěrní akcie dostoupily výše znamenité. <box>470 638 879 663</box>
list-item: 5. Sdělení o německém vydání Delamnayovy „Mechaniky“. <box>1304 1029 1609 1041</box>
bridge-text: 1. tř. 2. — 2. tř. 1.90, 3. tř. 1.80. <box>534 352 699 363</box>
theatre-end: Konec po 9. hodině. <box>900 594 1014 605</box>
ad-shoes <box>1304 1408 1758 1680</box>
table-cell: Spět. metal. <box>472 577 532 588</box>
shoe-title-1: Sklad obuvi <box>1317 1418 1746 1459</box>
invite-start: Začátek v 6 hodin večer. <box>1426 1086 1637 1104</box>
table-cell: 446 <box>601 266 620 277</box>
telegraph-heading: Telegrafický kurs. <box>585 801 765 822</box>
invite-sub-4: odbývá se ve čtvrtek dne 6. června 1867 <box>1405 906 1657 920</box>
reading-signatures <box>887 1101 1296 1115</box>
table-header: Pondělí <box>610 553 649 564</box>
reading-roles <box>887 1115 1296 1127</box>
table-cell: 179.60 <box>667 589 702 601</box>
list-item: 6. Rozhodnutí o řádu knihovním. <box>887 1073 1057 1085</box>
divider <box>887 871 1296 872</box>
article-paragraph: vždy nejvyšší život dramatický a stojí nyní u porovnání k dřívějším jeho úspěchům v tom ohledu výše, že nabyl větší umělecké míry co do výrazu nevzdějšího, divoký realismus dřívější jeví se nyní valně zušlechtěn a hluboký často jen jemně naznačený zápal vítězí tím nezdolatelněji nad posluchače se chopí. <box>49 949 458 1012</box>
konkurs-text: při okresním zastupitelstvu v Nymburku s ročním služným 600 zl. r. č. s nadějí na 800 zl. r. č. Ucházeči o toto místo nechť vykáží se věkem, stavem, zachovalostí, znalostí zákona v úřadování politickém a v účetnictví, že jsou mocní obou jazyků zemských písmem a řečí, pak že jsou s to, aby složili kauci rovnou služnému. <box>1304 1248 1758 1300</box>
table-cell: 60.50 <box>809 577 837 588</box>
steger-heading: Pan Stěger <box>61 433 126 444</box>
table-cell: 120 <box>601 327 620 338</box>
table-cell: 52 <box>601 290 614 302</box>
article-paragraph: (Náhrady válečné. — Letošní pobrony.) Konečně se přece přiblížil ten čas, že také okres novobydžovský dostal slíbenou náhradu válečných škod. Nebot co byli jsme od nepaměti, tak byli jsme po všecky časy, až do nejnovějších dob, vždy ochotni přispívati k obecnému dobrému. <box>49 1054 458 1104</box>
repairs-text: Za trvanlivost se ručí. Správky se zakázky se vyřizují rychle a levně. <box>1095 1334 1286 1359</box>
article-paragraph: Z Vídně, 4. června. (Tel. „N. N.“) Počáteční kursy: Úvěr. akcie 186.90, státní dráha 231.80, losy 1860 88.75, losy 1864 78.50, Napoleony 9.92. Berlín, Paříž, Londýn, Hamburk, New-York — kursy pevné. <box>470 999 879 1036</box>
inn-sign-row <box>1317 359 1746 376</box>
column-rule <box>1300 53 1302 2044</box>
reading-sub: odbývá <box>900 919 937 931</box>
table-cell: Nár. půjčka <box>472 565 529 576</box>
table-row <box>470 576 879 589</box>
invite-note: Vrchní ředitelství jednoty ku povzbuzení průmyslu v Čechách. <box>1304 1104 1758 1120</box>
section-title-telegram: Dodatek k telegramům. <box>108 1183 399 1208</box>
royal-start: Začátek v 7. hodin. <box>900 675 999 687</box>
shoe-bold-2: dámy a děti <box>1524 1541 1615 1557</box>
table-cell: Hrachu <box>472 290 509 302</box>
brew-date: v Nuslích, dne 3. června 1867. <box>1317 734 1481 746</box>
chrudim-place: V Slatiňanech dne 4. června 1867. <box>1317 147 1502 159</box>
konkurs-text-2: Vlastní rukou psané žádosti buďtež podány do 15. července 1867 podepsanému okresnímu výboru. <box>1304 1311 1758 1337</box>
table-cell: 128.35 <box>594 601 629 613</box>
ad-chrudim <box>1304 57 1758 197</box>
table-cell: Londýn <box>472 626 509 637</box>
mill-heading: Mlýnské výrobky. <box>482 93 607 105</box>
konkurs-title: KONKURS <box>1399 1168 1664 1221</box>
invite-program: Program: <box>1488 939 1574 959</box>
table-row <box>470 589 879 601</box>
